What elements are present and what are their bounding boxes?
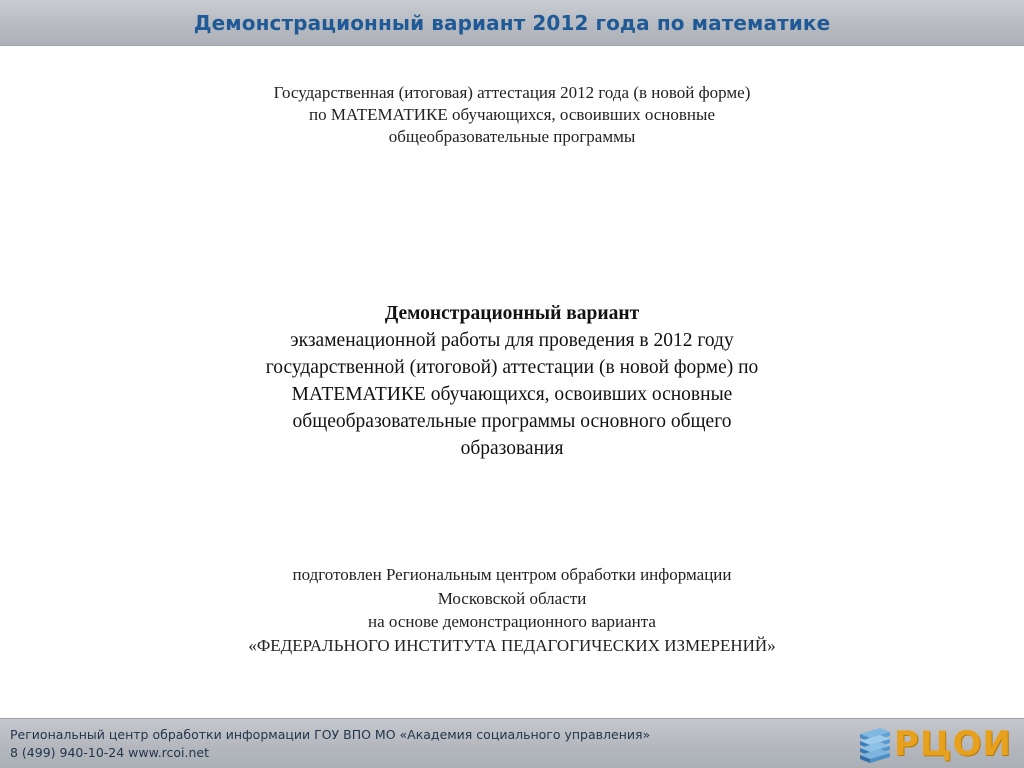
prepared-line: «ФЕДЕРАЛЬНОГО ИНСТИТУТА ПЕДАГОГИЧЕСКИХ ИЗМЕРЕНИЙ»: [248, 635, 776, 655]
main-line: экзаменационной работы для проведения в 2012 году: [290, 330, 734, 351]
intro-text: [0, 82, 1024, 148]
stacked-books-icon: [858, 724, 892, 764]
intro-line: Государственная (итоговая) аттестация 2012 года (в новой форме): [273, 83, 751, 102]
main-line: МАТЕМАТИКЕ обучающихся, освоивших основные: [291, 384, 733, 405]
intro-line: по МАТЕМАТИКЕ обучающихся, освоивших основные: [308, 105, 715, 124]
main-line: общеобразовательные программы основного общего: [292, 411, 732, 432]
main-line: образования: [460, 438, 564, 459]
header-bar: [0, 0, 1024, 46]
logo-text: РЦОИ: [894, 724, 1012, 764]
main-line: государственной (итоговой) аттестации (в новой форме) по: [265, 357, 759, 378]
prepared-by-text: [0, 563, 1024, 657]
prepared-line: подготовлен Региональным центром обработки информации: [292, 565, 732, 584]
footer-contact: 8 (499) 940-10-24 www.rcoi.net: [10, 745, 210, 760]
footer-org: Региональный центр обработки информации ГОУ ВПО МО «Академия социального управления»: [10, 727, 651, 742]
main-text: [0, 300, 1024, 462]
intro-line: общеобразовательные программы: [388, 127, 636, 146]
footer-bar: [0, 718, 1024, 768]
footer-info: [10, 726, 650, 762]
prepared-line: на основе демонстрационного варианта: [368, 612, 656, 631]
page-title: Демонстрационный вариант 2012 года по математике: [193, 10, 831, 35]
main-heading: Демонстрационный вариант: [384, 303, 640, 324]
rcoi-logo: [858, 723, 1018, 765]
prepared-line: Московской области: [437, 588, 587, 608]
